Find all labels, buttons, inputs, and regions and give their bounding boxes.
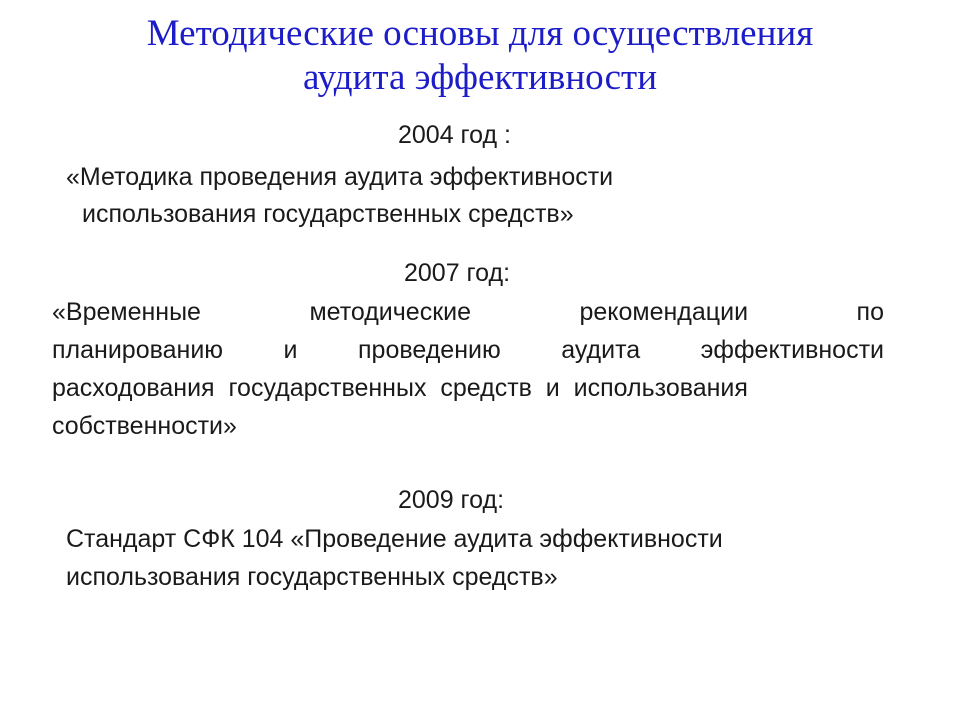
section-2004-line-2: использования государственных средств» <box>82 200 574 228</box>
slide-title <box>0 12 960 100</box>
year-2004-heading: 2004 год : <box>398 121 511 149</box>
slide-title-line-1: Методические основы для осуществления <box>146 13 814 54</box>
word: аудита <box>561 336 641 364</box>
word: эффективности <box>700 336 884 364</box>
year-2007-heading: 2007 год: <box>404 259 511 287</box>
word: планированию <box>52 336 224 364</box>
word: «Временные <box>52 298 201 326</box>
word: проведению <box>358 336 501 364</box>
year-2009-heading: 2009 год: <box>398 486 505 514</box>
slide-title-line-2: аудита эффективности <box>303 57 657 98</box>
word: и <box>283 336 298 364</box>
section-2004-line-1: «Методика проведения аудита эффективности <box>66 163 614 191</box>
section-2007-line-3: расходования государственных средств и использования <box>52 374 748 402</box>
word: по <box>856 298 884 326</box>
section-2007-line-2 <box>52 335 884 365</box>
section-2009-line-2: использования государственных средств» <box>66 563 558 591</box>
section-2009-line-1: Стандарт СФК 104 «Проведение аудита эффективности <box>66 525 723 553</box>
word: рекомендации <box>579 298 749 326</box>
section-2007-line-4: собственности» <box>52 412 237 440</box>
word: методические <box>309 298 472 326</box>
section-2007-line-1 <box>52 297 884 327</box>
